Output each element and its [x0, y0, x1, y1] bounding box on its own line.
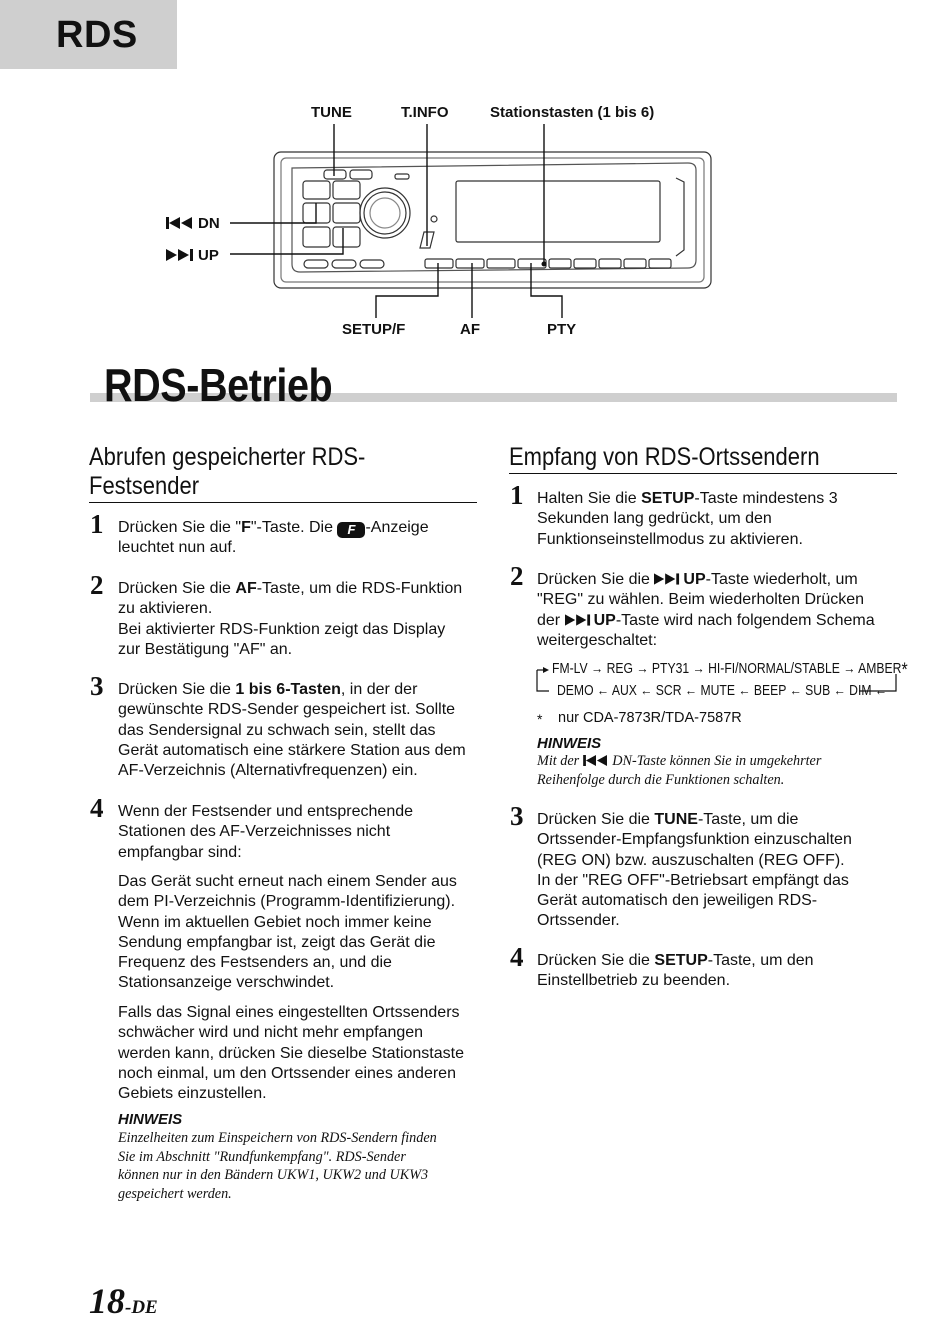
flow-footnote-star: *	[901, 660, 908, 681]
flow-forward-sequence: FM-LV → REG → PTY31 → HI-FI/NORMAL/STABLE → AMBER*	[552, 660, 908, 681]
footnote-marker: *	[537, 711, 543, 727]
right-heading: Empfang von RDS-Ortssendern	[509, 443, 820, 471]
label-pty: PTY	[547, 321, 577, 338]
label-station-keys: Stationstasten (1 bis 6)	[490, 104, 655, 121]
page-title: RDS-Betrieb	[104, 359, 333, 411]
label-af: AF	[460, 321, 480, 338]
label-tinfo: T.INFO	[401, 104, 449, 121]
volume-knob	[360, 188, 410, 238]
label-tune: TUNE	[311, 104, 352, 121]
step-number: 1	[510, 480, 524, 510]
step-number: 3	[510, 801, 524, 831]
label-up: UP	[166, 247, 219, 264]
label-setup: SETUP/F	[342, 321, 406, 338]
left-heading-line2: Festsender	[89, 472, 200, 500]
left-step2-text: Drücken Sie die AF-Taste, um die RDS-Funktion zu aktivieren. Bei aktivierter RDS-Funktion zeigt das Display zur Bestätigung "AF" an.	[118, 580, 463, 658]
left-step3-text: Drücken Sie die 1 bis 6-Tasten, in der der gewünschte RDS-Sender gespeichert ist. Sollte das Sendersignal zu schwach sein, stellt das Gerät automatisch eine stärkere Station aus dem AF-Verzeichnis (Alternativfrequenzen) ein.	[118, 681, 466, 780]
right-hinweis-label: HINWEIS	[537, 735, 602, 752]
left-paragraph-1: Das Gerät sucht erneut nach einem Sender aus dem PI-Verzeichnis (Programm-Identifizierung). Wenn im aktuellen Gebiet noch immer keine Sendung empfangbar ist, zeigt das Gerät die Frequenz des Festsenders an, und die Stationsanzeige verschwindet.	[118, 873, 457, 992]
step-number: 1	[90, 509, 104, 539]
footnote-text: nur CDA-7873R/TDA-7587R	[558, 710, 742, 726]
skip-back-icon	[583, 755, 609, 766]
right-step4-text: Drücken Sie die SETUP-Taste, um den Einstellbetrieb zu beenden.	[537, 952, 814, 990]
skip-forward-icon	[565, 614, 591, 626]
device-diagram	[0, 0, 950, 360]
right-step1-text: Halten Sie die SETUP-Taste mindestens 3 Sekunden lang gedrückt, um den Funktionseinstellmodus zu aktivieren.	[537, 490, 838, 548]
right-step3-text: Drücken Sie die TUNE-Taste, um die Ortssender-Empfangsfunktion einzuschalten (REG ON) bzw. auszuschalten (REG OFF). In der "REG OFF"-Betriebsart empfängt das Gerät automatisch den jeweiligen RDS- Ortssender.	[537, 811, 852, 930]
section-tab-label: RDS	[56, 14, 138, 56]
right-step2-text: Drücken Sie die UP-Taste wiederholt, um "REG" zu wählen. Beim wiederholten Drücken der UP-Taste wird nach folgendem Schema weitergeschaltet:	[537, 571, 875, 649]
right-hinweis-text: Mit der DN-Taste können Sie in umgekehrter Reihenfolge durch die Funktionen schalten.	[537, 753, 822, 788]
left-hinweis-text: Einzelheiten zum Einspeichern von RDS-Sendern finden Sie im Abschnitt "Rundfunkempfang". RDS-Sender können nur in den Bändern UKW1, UKW2 und UKW3 gespeichert werden.	[118, 1130, 437, 1202]
page-number: 18-DE	[89, 1281, 158, 1321]
left-paragraph-2: Falls das Signal eines eingestellten Ortssenders schwächer wird und nicht mehr empfangen werden kann, drücken Sie dieselbe Stationstaste noch einmal, um den Ortssender eines anderen Gebiets einzustellen.	[118, 1004, 464, 1103]
left-step1-text: Drücken Sie die "F"-Taste. Die F -Anzeige leuchtet nun auf.	[118, 519, 429, 557]
step-number: 2	[90, 570, 104, 600]
left-heading-rule	[89, 502, 477, 503]
right-heading-rule	[509, 473, 897, 474]
step-number: 2	[510, 561, 524, 591]
left-hinweis-label: HINWEIS	[118, 1111, 183, 1128]
left-step4-text: Wenn der Festsender und entsprechende Stationen des AF-Verzeichnisses nicht empfangbar sind:	[118, 803, 414, 861]
step-number: 4	[510, 942, 524, 972]
step-number: 4	[90, 793, 104, 823]
label-dn: DN	[166, 215, 220, 232]
left-heading-line1: Abrufen gespeicherter RDS-	[89, 443, 366, 471]
f-indicator-icon: F	[337, 522, 365, 538]
skip-forward-icon	[654, 573, 680, 585]
flow-return-sequence: DEMO ← AUX ← SCR ← MUTE ← BEEP ← SUB ← DIM ←	[557, 683, 888, 699]
display-window	[456, 181, 660, 242]
step-number: 3	[90, 671, 104, 701]
